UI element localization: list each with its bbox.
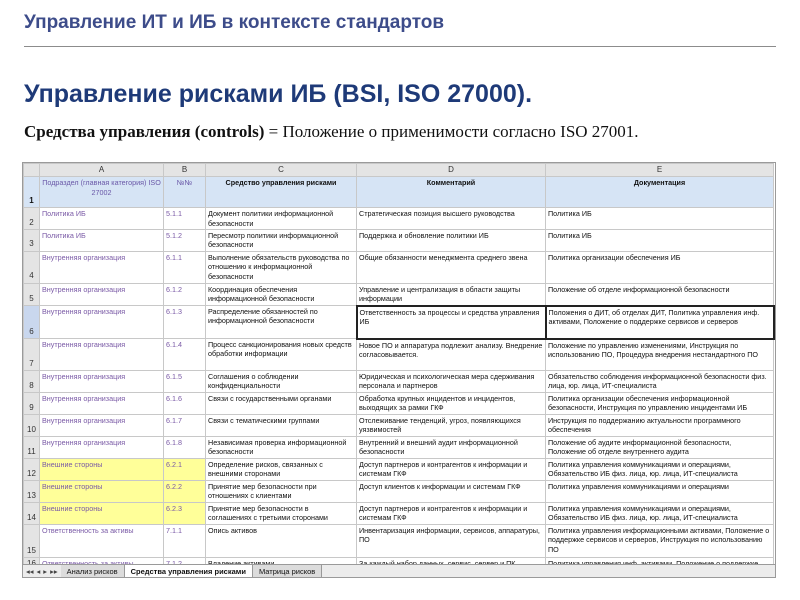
column-header-d[interactable]: D	[357, 164, 546, 177]
cell-category[interactable]: Внутренняя организация	[40, 437, 164, 459]
cell-number[interactable]: 6.1.6	[164, 393, 206, 415]
cell-documentation[interactable]: Положения о ДИТ, об отделах ДИТ, Политика управления инф. активами, Положение о поддержке сервисов и серверов	[546, 306, 774, 339]
row-number[interactable]: 4	[24, 251, 40, 283]
top-divider	[24, 46, 776, 47]
cell-documentation[interactable]: Обязательство соблюдения информационной безопасности физ. лица, юр. лица, ИТ-специалиста	[546, 371, 774, 393]
slide-top-title: Управление ИТ и ИБ в контексте стандартов	[24, 12, 445, 33]
column-header-b[interactable]: B	[164, 164, 206, 177]
row-number[interactable]: 5	[24, 283, 40, 305]
subtitle-bold: Средства управления (controls)	[24, 122, 265, 141]
row-number[interactable]: 6	[24, 306, 40, 339]
cell-number[interactable]: 5.1.2	[164, 230, 206, 252]
cell-category[interactable]: Внутренняя организация	[40, 393, 164, 415]
cell-comment[interactable]: Отслеживание тенденций, угроз, появляющихся уязвимостей	[357, 415, 546, 437]
slide-subtitle	[24, 122, 639, 142]
column-header-a[interactable]: A	[40, 164, 164, 177]
cell-comment[interactable]: Внутренний и внешний аудит информационной безопасности	[357, 437, 546, 459]
slide-main-title: Управление рисками ИБ (BSI, ISO 27000).	[24, 80, 533, 108]
cell-control[interactable]: Связи с тематическими группами	[206, 415, 357, 437]
cell-documentation[interactable]: Положение по управлению изменениями, Инструкция по использованию ПО, Процедура внедрения нестандартного ПО	[546, 339, 774, 371]
cell-control[interactable]: Выполнение обязательств руководства по отношению к информационной безопасности	[206, 251, 357, 283]
cell-number[interactable]: 6.1.1	[164, 251, 206, 283]
cell-control[interactable]: Связи с государственными органами	[206, 393, 357, 415]
cell-comment[interactable]: Обработка крупных инцидентов и инцидентов, выходящих за рамки ГКФ	[357, 393, 546, 415]
cell-comment[interactable]: Ответственность за процессы и средства управления ИБ	[357, 306, 546, 339]
row-number[interactable]: 8	[24, 371, 40, 393]
cell-documentation[interactable]: Положение об аудите информационной безопасности, Положение об отделе внутреннего аудита	[546, 437, 774, 459]
cell-category[interactable]: Внешние стороны	[40, 459, 164, 481]
table-row	[24, 415, 774, 437]
cell-category[interactable]: Внутренняя организация	[40, 283, 164, 305]
cell-control[interactable]: Пересмотр политики информационной безопасности	[206, 230, 357, 252]
row-number[interactable]: 13	[24, 481, 40, 503]
header-category[interactable]: Подраздел (главная категория) ISO 27002	[40, 177, 164, 208]
table-header-row	[24, 177, 774, 208]
cell-number[interactable]: 6.1.8	[164, 437, 206, 459]
cell-number[interactable]: 6.1.2	[164, 283, 206, 305]
cell-documentation[interactable]: Политика ИБ	[546, 230, 774, 252]
cell-category[interactable]: Внутренняя организация	[40, 371, 164, 393]
cell-category[interactable]: Политика ИБ	[40, 208, 164, 230]
spreadsheet[interactable]	[22, 162, 776, 578]
table-row	[24, 481, 774, 503]
cell-control[interactable]: Независимая проверка информационной безопасности	[206, 437, 357, 459]
row-number[interactable]: 10	[24, 415, 40, 437]
cell-control[interactable]: Принятие мер безопасности в соглашениях с третьими сторонами	[206, 503, 357, 525]
sheet-grid	[23, 163, 775, 571]
cell-category[interactable]: Внутренняя организация	[40, 251, 164, 283]
first-sheet-icon[interactable]: ◂◂	[26, 566, 34, 576]
cell-control[interactable]: Соглашения о соблюдении конфиденциальности	[206, 371, 357, 393]
header-control[interactable]: Средство управления рисками	[206, 177, 357, 208]
cell-number[interactable]: 6.1.3	[164, 306, 206, 339]
last-sheet-icon[interactable]: ▸▸	[50, 566, 58, 576]
table-row	[24, 230, 774, 252]
header-number[interactable]: №№	[164, 177, 206, 208]
tab-risk-matrix[interactable]: Матрица рисков	[253, 565, 322, 577]
cell-comment[interactable]: Поддержка и обновление политики ИБ	[357, 230, 546, 252]
cell-control[interactable]: Определение рисков, связанных с внешними сторонами	[206, 459, 357, 481]
subtitle-rest: = Положение о применимости согласно ISO 27001.	[264, 122, 639, 141]
cell-category[interactable]: Внешние стороны	[40, 481, 164, 503]
cell-comment[interactable]: Управление и централизация в области защиты информации	[357, 283, 546, 305]
cell-comment[interactable]: Стратегическая позиция высшего руководства	[357, 208, 546, 230]
table-row	[24, 371, 774, 393]
table-row	[24, 437, 774, 459]
cell-category[interactable]: Политика ИБ	[40, 230, 164, 252]
cell-control[interactable]: Координация обеспечения информационной безопасности	[206, 283, 357, 305]
tab-risk-controls[interactable]: Средства управления рисками	[125, 565, 253, 577]
cell-comment[interactable]: Доступ партнеров и контрагентов к информации и системам ГКФ	[357, 459, 546, 481]
column-header-row	[24, 164, 774, 177]
cell-documentation[interactable]: Инструкция по поддержанию актуальности программного обеспечения	[546, 415, 774, 437]
tab-navigation	[23, 565, 61, 577]
cell-control[interactable]: Процесс санкционирования новых средств обработки информации	[206, 339, 357, 371]
cell-number[interactable]: 6.2.3	[164, 503, 206, 525]
table-row	[24, 459, 774, 481]
table-row	[24, 525, 774, 558]
prev-sheet-icon[interactable]: ◂	[36, 566, 41, 576]
row-number[interactable]: 9	[24, 393, 40, 415]
cell-documentation[interactable]: Политика управления коммуникациями и операциями, Обязательство ИБ физ. лица, юр. лица, ИТ-специалиста	[546, 503, 774, 525]
cell-documentation[interactable]: Политика управления информационными активами, Положение о поддержке сервисов и серверов, Инструкция по использованию ПО	[546, 525, 774, 558]
header-documentation[interactable]: Документация	[546, 177, 774, 208]
row-number[interactable]: 14	[24, 503, 40, 525]
cell-number[interactable]: 6.1.7	[164, 415, 206, 437]
row-number[interactable]: 11	[24, 437, 40, 459]
table-row	[24, 208, 774, 230]
cell-category[interactable]: Ответственность за активы	[40, 525, 164, 558]
row-number[interactable]: 1	[24, 177, 40, 208]
cell-documentation[interactable]: Политика управления коммуникациями и операциями	[546, 481, 774, 503]
cell-documentation[interactable]: Политика управления коммуникациями и операциями, Обязательство ИБ физ. лица, юр. лица, ИТ-специалиста	[546, 459, 774, 481]
cell-control[interactable]: Опись активов	[206, 525, 357, 558]
cell-category[interactable]: Внешние стороны	[40, 503, 164, 525]
cell-comment[interactable]: Общие обязанности менеджмента среднего звена	[357, 251, 546, 283]
cell-control[interactable]: Распределение обязанностей по информационной безопасности	[206, 306, 357, 339]
column-header-e[interactable]: E	[546, 164, 774, 177]
cell-control[interactable]: Документ политики информационной безопасности	[206, 208, 357, 230]
table-row	[24, 393, 774, 415]
cell-documentation[interactable]: Политика организации обеспечения ИБ	[546, 251, 774, 283]
table-row	[24, 283, 774, 305]
row-number[interactable]: 3	[24, 230, 40, 252]
table-row	[24, 339, 774, 371]
table-row	[24, 306, 774, 339]
cell-number[interactable]: 6.2.1	[164, 459, 206, 481]
row-number[interactable]: 12	[24, 459, 40, 481]
cell-category[interactable]: Внутренняя организация	[40, 339, 164, 371]
row-number[interactable]: 7	[24, 339, 40, 371]
cell-comment[interactable]: Доступ клиентов к информации и системам ГКФ	[357, 481, 546, 503]
cell-number[interactable]: 6.1.4	[164, 339, 206, 371]
next-sheet-icon[interactable]: ▸	[43, 566, 48, 576]
select-all-corner[interactable]	[24, 164, 40, 177]
sheet-tab-bar	[23, 564, 775, 577]
cell-comment[interactable]: Новое ПО и аппаратура подлежит анализу. Внедрение согласовывается.	[357, 339, 546, 371]
header-comment[interactable]: Комментарий	[357, 177, 546, 208]
column-header-c[interactable]: C	[206, 164, 357, 177]
cell-documentation[interactable]: Положение об отделе информационной безопасности	[546, 283, 774, 305]
cell-number[interactable]: 6.2.2	[164, 481, 206, 503]
cell-documentation[interactable]: Политика организации обеспечения информационной безопасности, Инструкция по управлению инцидентами ИБ	[546, 393, 774, 415]
cell-comment[interactable]: Инвентаризация информации, сервисов, аппаратуры, ПО	[357, 525, 546, 558]
cell-comment[interactable]: Доступ партнеров и контрагентов к информации и системам ГКФ	[357, 503, 546, 525]
cell-documentation[interactable]: Политика ИБ	[546, 208, 774, 230]
table-row	[24, 251, 774, 283]
cell-number[interactable]: 6.1.5	[164, 371, 206, 393]
cell-control[interactable]: Принятие мер безопасности при отношениях с клиентами	[206, 481, 357, 503]
cell-category[interactable]: Внутренняя организация	[40, 415, 164, 437]
row-number[interactable]: 2	[24, 208, 40, 230]
cell-number[interactable]: 5.1.1	[164, 208, 206, 230]
cell-number[interactable]: 7.1.1	[164, 525, 206, 558]
tab-risk-analysis[interactable]: Анализ рисков	[61, 565, 125, 577]
cell-category[interactable]: Внутренняя организация	[40, 306, 164, 339]
cell-comment[interactable]: Юридическая и психологическая мера сдерживания персонала и партнеров	[357, 371, 546, 393]
row-number[interactable]: 15	[24, 525, 40, 558]
table-row	[24, 503, 774, 525]
